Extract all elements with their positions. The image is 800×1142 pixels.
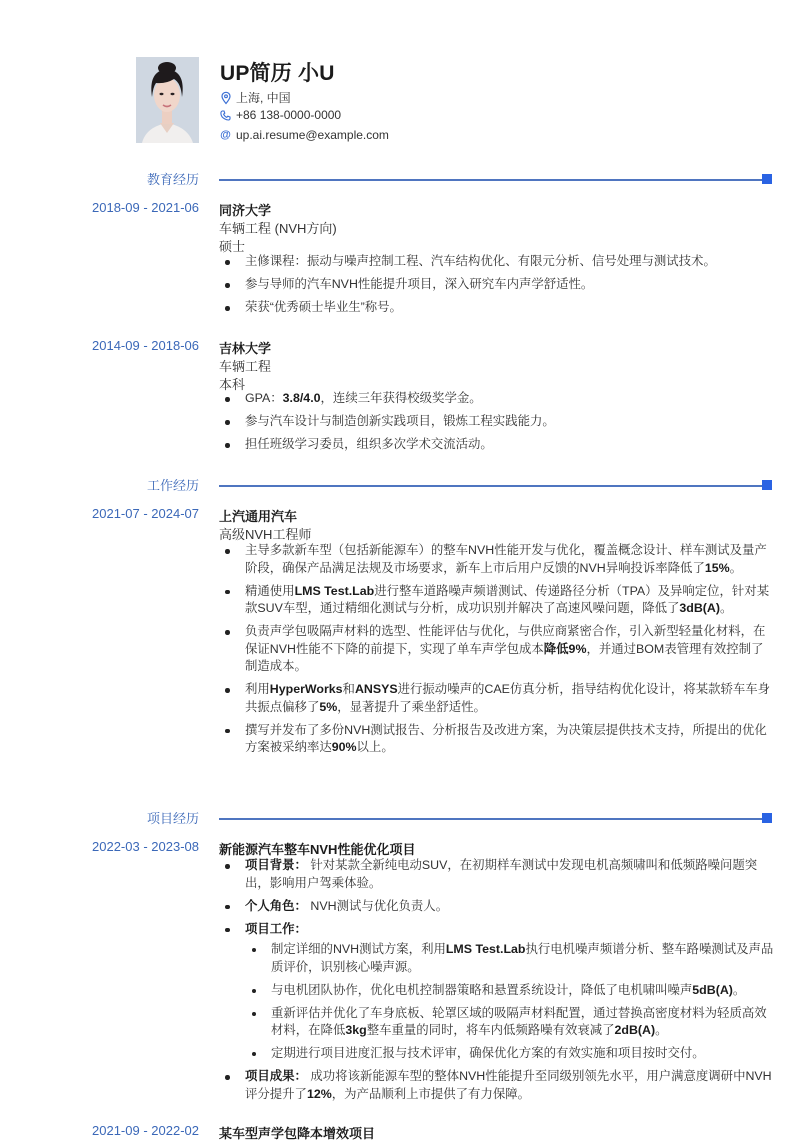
- entry-date: 2021-09 - 2022-02: [92, 1123, 199, 1138]
- school-name: 同济大学: [219, 203, 272, 218]
- entry-bullets: [219, 253, 774, 322]
- entry-date: 2022-03 - 2023-08: [92, 839, 199, 854]
- project-name: 新能源汽车整车NVH性能优化项目: [219, 842, 416, 857]
- phone-text: +86 138-0000-0000: [236, 108, 342, 122]
- nested-bullet-item: 制定详细的NVH测试方案，利用LMS Test.Lab执行电机噪声频谱分析、整车路噪测试及声品质评价，识别核心噪声源。: [245, 941, 774, 976]
- nested-bullet-item: 定期进行项目进度汇报与技术评审，确保优化方案的有效实施和项目按时交付。: [245, 1045, 774, 1063]
- entry-bullets: [219, 542, 774, 762]
- section-title: 项目经历: [146, 811, 199, 826]
- location-text: 上海, 中国: [236, 91, 291, 105]
- entry-date: 2018-09 - 2021-06: [92, 200, 199, 215]
- section-marker: [762, 480, 772, 490]
- section-title: 教育经历: [146, 172, 199, 187]
- bullet-item: 参与汽车设计与制造创新实践项目，锻炼工程实践能力。: [219, 413, 774, 431]
- entry-date: 2014-09 - 2018-06: [92, 338, 199, 353]
- bullet-item: 精通使用LMS Test.Lab进行整车道路噪声频谱测试、传递路径分析（TPA）及异响定位，针对某款SUV车型，通过精细化测试与分析，成功识别并解决了高速风噪问题，降低了3dB(A)。: [219, 583, 774, 618]
- section-marker: [762, 813, 772, 823]
- bullet-item: 荣获“优秀硕士毕业生”称号。: [219, 299, 774, 317]
- section-divider: [219, 818, 764, 820]
- section-divider: [219, 179, 764, 181]
- school-name: 吉林大学: [219, 341, 272, 356]
- section-marker: [762, 174, 772, 184]
- bullet-item: 主导多款新车型（包括新能源车）的整车NVH性能开发与优化，覆盖概念设计、样车测试及量产阶段，确保产品满足法规及市场要求，新车上市后用户反馈的NVH异响投诉率降低了15%。: [219, 542, 774, 577]
- contact-phone: [220, 108, 341, 122]
- resume-header: [136, 57, 736, 147]
- job-title: 高级NVH工程师: [219, 527, 312, 542]
- section-work-header: [0, 475, 800, 495]
- candidate-name: UP简历 小U: [220, 62, 335, 85]
- bullet-item: 担任班级学习委员，组织多次学术交流活动。: [219, 436, 774, 454]
- section-projects-header: [0, 808, 800, 828]
- project-result: 项目成果： 成功将该新能源车型的整体NVH性能提升至同级别领先水平，用户满意度调研中NVH评分提升了12%，为产品顺利上市提供了有力保障。: [219, 1068, 774, 1103]
- contact-email: [220, 128, 389, 142]
- project-work: 项目工作： 制定详细的NVH测试方案，利用LMS Test.Lab执行电机噪声频谱分析、整车路噪测试及声品质评价，识别核心噪声源。 与电机团队协作，优化电机控制器策略和悬置系统设计，降低了电机啸叫噪声5dB(A)。 重新评估并优化了车身底板、轮罩区域的吸隔声材料配置，通过替换高密度材料为轻质高效材料，在降低3kg整车重量的同时，将车内低频路噪有效衰减了2dB(A)。 定期进行项目进度汇报与技术评审，确保优化方案的有效实施和项目按时交付。: [219, 921, 774, 1063]
- entry-bullets: [219, 390, 774, 459]
- bullet-item: 撰写并发布了多份NVH测试报告、分析报告及改进方案，为决策层提供技术支持，所提出的优化方案被采纳率达90%以上。: [219, 722, 774, 757]
- phone-icon: [220, 109, 231, 121]
- company-name: 上汽通用汽车: [219, 509, 298, 524]
- entry-date: 2021-07 - 2024-07: [92, 506, 199, 521]
- bullet-item: 负责声学包吸隔声材料的选型、性能评估与优化，与供应商紧密合作，引入新型轻量化材料，在保证NVH性能不下降的前提下，实现了单车声学包成本降低9%，并通过BOM表管理有效控制了制造成本。: [219, 623, 774, 676]
- bullet-item: GPA：3.8/4.0，连续三年获得校级奖学金。: [219, 390, 774, 408]
- entry-bullets: [219, 857, 774, 1109]
- portrait-image: [136, 57, 199, 143]
- at-icon: @: [220, 129, 231, 141]
- project-background: 项目背景： 针对某款全新纯电动SUV，在初期样车测试中发现电机高频啸叫和低频路噪问题突出，影响用户驾乘体验。: [219, 857, 774, 892]
- profile-photo: [136, 57, 199, 143]
- bullet-item: 参与导师的汽车NVH性能提升项目，深入研究车内声学舒适性。: [219, 276, 774, 294]
- major: 车辆工程: [219, 359, 272, 374]
- project-role: 个人角色： NVH测试与优化负责人。: [219, 898, 774, 916]
- map-pin-icon: [220, 92, 231, 104]
- section-education-header: [0, 169, 800, 189]
- bullet-item: 利用HyperWorks和ANSYS进行振动噪声的CAE仿真分析，指导结构优化设计，将某款轿车车身共振点偏移了5%，显著提升了乘坐舒适性。: [219, 681, 774, 716]
- email-text[interactable]: up.ai.resume@example.com: [236, 128, 389, 142]
- degree: 硕士: [219, 239, 246, 254]
- major: 车辆工程 (NVH方向): [219, 221, 337, 236]
- nested-bullet-item: 重新评估并优化了车身底板、轮罩区域的吸隔声材料配置，通过替换高密度材料为轻质高效材料，在降低3kg整车重量的同时，将车内低频路噪有效衰减了2dB(A)。: [245, 1005, 774, 1040]
- degree: 本科: [219, 377, 246, 392]
- nested-bullet-item: 与电机团队协作，优化电机控制器策略和悬置系统设计，降低了电机啸叫噪声5dB(A)。: [245, 982, 774, 1000]
- bullet-item: 主修课程：振动与噪声控制工程、汽车结构优化、有限元分析、信号处理与测试技术。: [219, 253, 774, 271]
- section-title: 工作经历: [146, 478, 199, 493]
- contact-location: [220, 89, 291, 106]
- project-name: 某车型声学包降本增效项目: [219, 1126, 376, 1141]
- project-work-list: [245, 941, 774, 1063]
- section-divider: [219, 485, 764, 487]
